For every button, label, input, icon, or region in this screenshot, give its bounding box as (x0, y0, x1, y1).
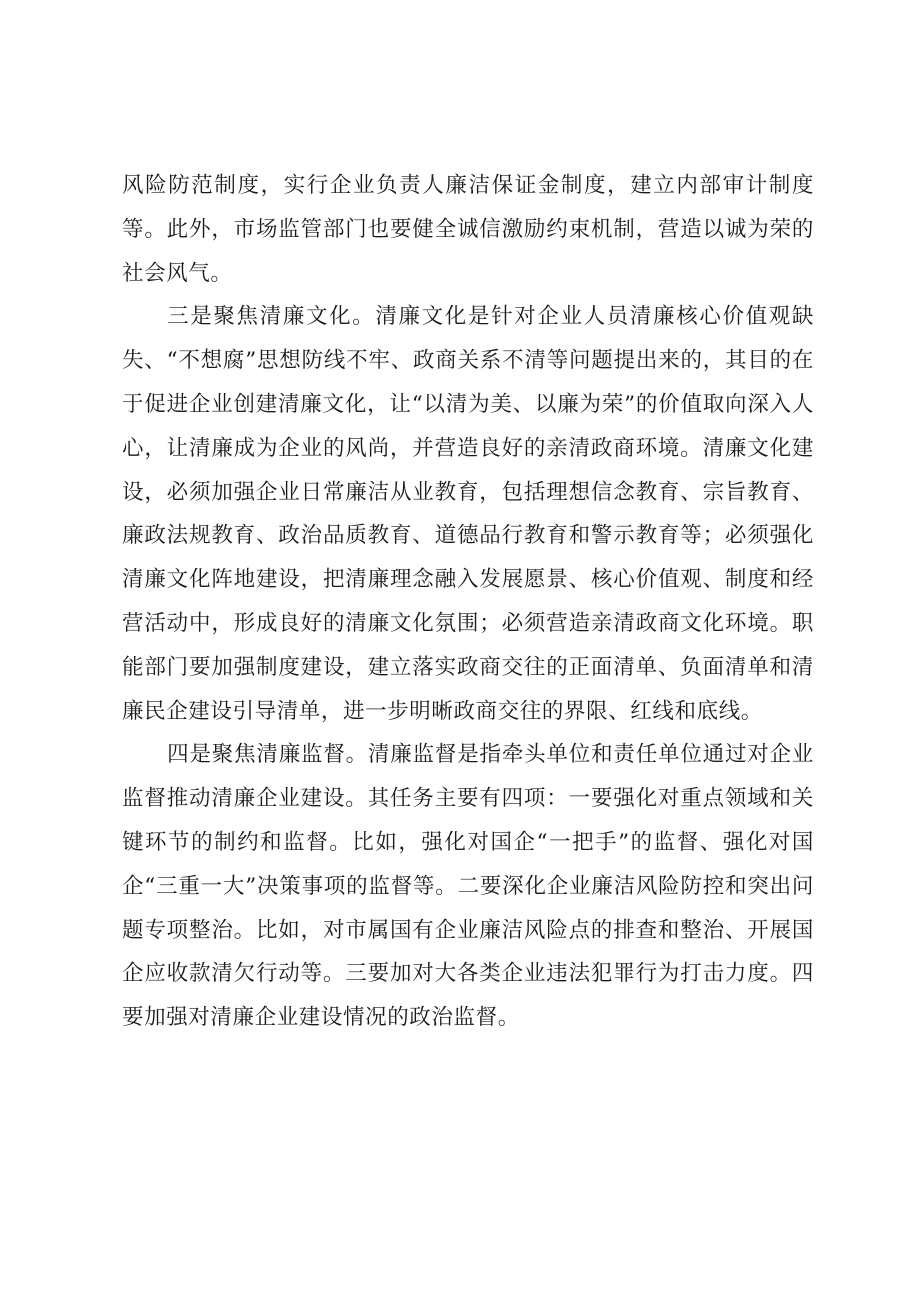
paragraph-risk-prevention: 风险防范制度，实行企业负责人廉洁保证金制度，建立内部审计制度等。此外，市场监管部门也要健全诚信激励约束机制，营造以诚为荣的社会风气。 (122, 173, 814, 286)
paragraph-clean-supervision: 四是聚焦清廉监督。清廉监督是指牵头单位和责任单位通过对企业监督推动清廉企业建设。其任务主要有四项：一要强化对重点领域和关键环节的制约和监督。比如，强化对国企“一把手”的监督、强化对国企“三重一大”决策事项的监督等。二要深化企业廉洁风险防控和突出问题专项整治。比如，对市属国有企业廉洁风险点的排查和整治、开展国企应收款清欠行动等。三要加对大各类企业违法犯罪行为打击力度。四要加强对清廉企业建设情况的政治监督。 (122, 742, 814, 1031)
paragraph-clean-culture: 三是聚焦清廉文化。清廉文化是针对企业人员清廉核心价值观缺失、“不想腐”思想防线不牢、政商关系不清等问题提出来的，其目的在于促进企业创建清廉文化，让“以清为美、以廉为荣”的价值取向深入人心，让清廉成为企业的风尚，并营造良好的亲清政商环境。清廉文化建设，必须加强企业日常廉洁从业教育，包括理想信念教育、宗旨教育、廉政法规教育、政治品质教育、道德品行教育和警示教育等；必须强化清廉文化阵地建设，把清廉理念融入发展愿景、核心价值观、制度和经营活动中，形成良好的清廉文化氛围；必须营造亲清政商文化环境。职能部门要加强制度建设，建立落实政商交往的正面清单、负面清单和清廉民企建设引导清单，进一步明晰政商交往的界限、红线和底线。 (122, 304, 814, 724)
document-body (122, 164, 814, 1040)
